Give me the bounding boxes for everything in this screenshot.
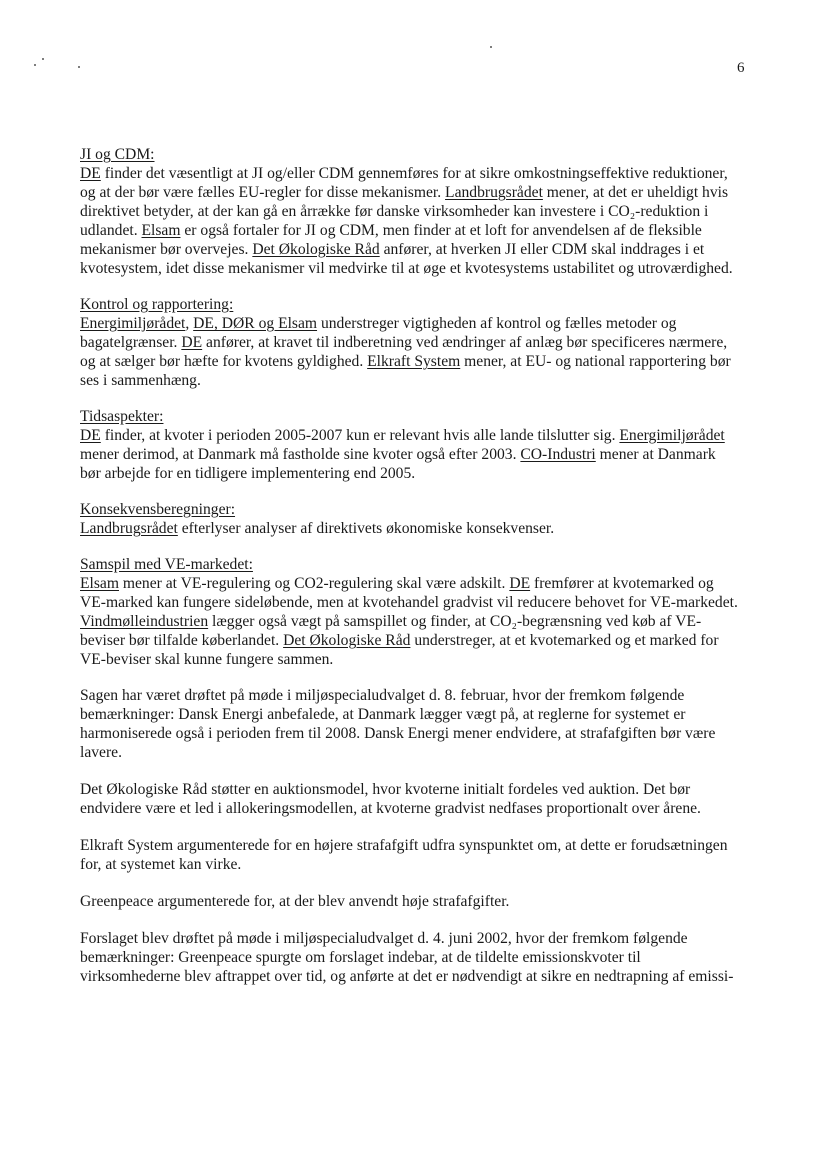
organization-name: DE — [80, 165, 101, 182]
organization-name: DE — [181, 334, 203, 351]
section-heading: Kontrol og rapportering: — [80, 296, 234, 313]
section — [80, 145, 740, 278]
body-text: mener derimod, at Danmark må fastholde sine kvoter også efter 2003. — [80, 446, 521, 463]
body-text: efterlyser analyser af direktivets økonomiske konsekvenser. — [177, 520, 555, 537]
body-text: mener, at EU- og national rapportering bør ses i sammenhæng. — [80, 353, 731, 389]
section-heading: Tidsaspekter: — [80, 408, 164, 425]
section — [80, 407, 740, 483]
body-text: mener, at det er uheldigt hvis direktivet betyder, at der kan gå en årrække før danske virksomheder kan investere i CO₂-reduktion i udlandet. — [80, 184, 729, 239]
organization-name: Det Økologiske Råd — [283, 632, 411, 649]
sections-container — [80, 145, 740, 669]
organization-name: Elsam — [141, 222, 181, 239]
organization-name: CO-Industri — [520, 446, 596, 463]
organization-name: Energimiljørådet — [619, 427, 725, 444]
body-text: understreger, at et kvotemarked og et marked for VE-beviser skal kunne fungere sammen. — [80, 632, 719, 668]
organization-name: Det Økologiske Råd — [252, 241, 380, 258]
section-body — [80, 426, 740, 483]
body-text: fremfører at kvotemarked og VE-marked kan fungere sideløbende, men at kvotehandel gradvist vil reducere behovet for VE-markedet. — [80, 575, 738, 611]
organization-name: Elkraft System — [367, 353, 461, 370]
body-text: mener at VE-regulering og CO2-regulering skal være adskilt. — [118, 575, 510, 592]
body-text: lægger også vægt på samspillet og finder, at CO₂-begrænsning ved køb af VE-beviser bør tilfalde køberlandet. — [80, 613, 702, 649]
organization-name: Landbrugsrådet — [445, 184, 543, 201]
organization-name: Energimiljørådet — [80, 315, 186, 332]
scan-speck — [42, 58, 44, 60]
section — [80, 555, 740, 669]
scan-speck — [78, 66, 80, 68]
page-number: 6 — [737, 60, 745, 76]
section-body — [80, 574, 740, 669]
organization-name: DE — [509, 575, 531, 592]
section-body — [80, 314, 740, 390]
paragraph: Forslaget blev drøftet på møde i miljøspecialudvalget d. 4. juni 2002, hvor der fremkom følgende bemærkninger: Greenpeace spurgte om forslaget indebar, at de tildelte emissionskvoter til virksomhederne blev aftrappet over tid, og anførte at det er nødvendigt at sikre en nedtrapning af emissi- — [80, 930, 734, 985]
section — [80, 295, 740, 390]
body-text: anfører, at kravet til indberetning ved ændringer af anlæg bør specificeres nærmere, og at sælger bør hæfte for kvotens gyldighed. — [80, 334, 728, 370]
body-text: understreger vigtigheden af kontrol og fælles metoder og bagatelgrænser. — [80, 315, 677, 351]
section-body — [80, 519, 740, 538]
body-text: finder det væsentligt at JI og/eller CDM gennemføres for at sikre omkostningseffektive reduktioner, og at der bør være fælles EU-regler for disse mekanismer. — [80, 165, 728, 201]
paragraphs-container — [80, 686, 740, 986]
scan-speck — [34, 64, 36, 66]
paragraph: Det Økologiske Råd støtter en auktionsmodel, hvor kvoterne initialt fordeles ved auktion. Det bør endvidere være et led i allokeringsmodellen, at kvoterne gradvist nedfases proportionalt over årene. — [80, 781, 701, 817]
body-text: er også fortaler for JI og CDM, men finder at et loft for anvendelsen af de fleksible mekanismer bør overvejes. — [80, 222, 702, 258]
organization-name: Landbrugsrådet — [80, 520, 178, 537]
body-text: , — [185, 315, 194, 332]
organization-name: Vindmølleindustrien — [80, 613, 209, 630]
document-body — [80, 145, 740, 1004]
paragraph: Sagen har været drøftet på møde i miljøspecialudvalget d. 8. februar, hvor der fremkom følgende bemærkninger: Dansk Energi anbefalede, at Danmark lægger vægt på, at reglerne for systemet er harmoniserede også i perioden frem til 2008. Dansk Energi mener endvidere, at strafafgiften bør være lavere. — [80, 687, 716, 761]
scan-speck — [490, 46, 492, 48]
body-text: mener at Danmark bør arbejde for en tidligere implementering end 2005. — [80, 446, 716, 482]
organization-name: DE, DØR og Elsam — [193, 315, 318, 332]
section — [80, 500, 740, 538]
paragraph: Greenpeace argumenterede for, at der blev anvendt høje strafafgifter. — [80, 893, 510, 910]
organization-name: DE — [80, 427, 101, 444]
section-body — [80, 164, 740, 278]
organization-name: Elsam — [80, 575, 119, 592]
body-text: anfører, at hverken JI eller CDM skal inddrages i et kvotesystem, idet disse mekanismer vil medvirke til at øge et kvotesystems ustabilitet og utroværdighed. — [80, 241, 733, 277]
section-heading: Konsekvensberegninger: — [80, 501, 236, 518]
section-heading: JI og CDM: — [80, 146, 155, 163]
section-heading: Samspil med VE-markedet: — [80, 556, 253, 573]
paragraph: Elkraft System argumenterede for en højere strafafgift udfra synspunktet om, at dette er forudsætningen for, at systemet kan virke. — [80, 837, 728, 873]
body-text: finder, at kvoter i perioden 2005-2007 kun er relevant hvis alle lande tilslutter sig. — [100, 427, 620, 444]
